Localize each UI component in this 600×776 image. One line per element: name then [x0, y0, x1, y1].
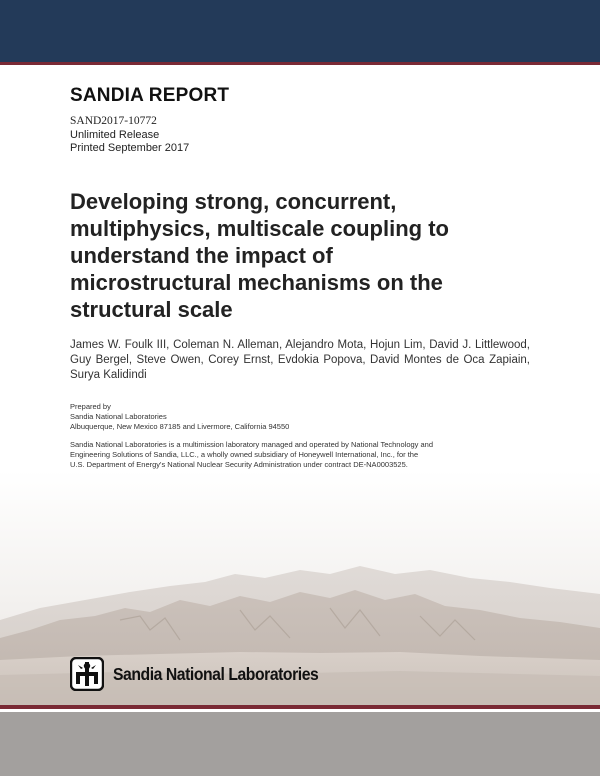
print-date: Printed September 2017 — [70, 142, 190, 154]
prepared-by-block — [70, 402, 530, 432]
prepared-line: Albuquerque, New Mexico 87185 and Livermore, California 94550 — [70, 422, 290, 431]
top-color-band — [0, 0, 600, 62]
about-sandia-block — [70, 440, 530, 470]
prepared-line: Prepared by — [70, 402, 111, 411]
title-line: microstructural mechanisms on the — [70, 270, 443, 295]
prepared-line: Sandia National Laboratories — [70, 412, 167, 421]
title-line: understand the impact of — [70, 243, 333, 268]
report-number: SAND2017-10772 — [70, 115, 157, 127]
sandia-thunderbird-icon — [70, 657, 104, 691]
document-title — [70, 188, 530, 323]
release-status: Unlimited Release — [70, 128, 160, 141]
about-line: U.S. Department of Energy's National Nuclear Security Administration under contract DE-NA0003525. — [70, 460, 408, 469]
bottom-accent-line — [0, 705, 600, 709]
logo-text: Sandia National Laboratories — [113, 663, 319, 684]
bottom-color-band — [0, 712, 600, 776]
author-list: James W. Foulk III, Coleman N. Alleman, Alejandro Mota, Hojun Lim, David J. Littlewood, Guy Bergel, Steve Owen, Corey Ernst, Evdokia Popova, David Montes de Oca Zapiain, Surya Kalidindi — [70, 339, 530, 381]
top-accent-line — [0, 62, 600, 65]
about-line: Sandia National Laboratories is a multimission laboratory managed and operated by National Technology and — [70, 440, 434, 449]
about-line: Engineering Solutions of Sandia, LLC., a wholly owned subsidiary of Honeywell International, Inc., for the — [70, 450, 419, 459]
title-line: Developing strong, concurrent, — [70, 189, 397, 214]
report-meta — [70, 115, 189, 156]
report-label: SANDIA REPORT — [70, 85, 230, 106]
title-line: structural scale — [70, 297, 233, 322]
sandia-logo — [70, 657, 341, 691]
title-line: multiphysics, multiscale coupling to — [70, 216, 449, 241]
